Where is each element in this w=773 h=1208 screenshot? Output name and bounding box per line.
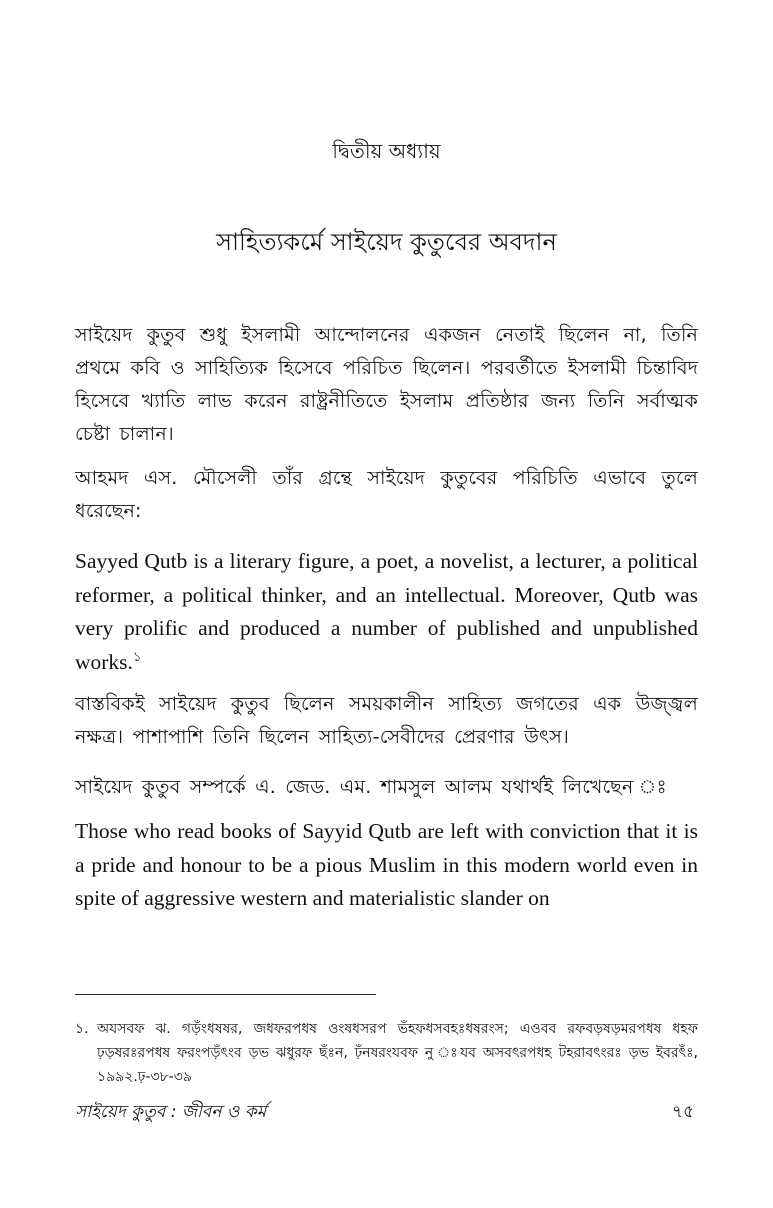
footnote-divider — [75, 994, 376, 995]
footnote-text: অযসবফ ঝ. গড়ঁংধষষর, জধফরপধষ ওংষধসরপ ভঁহফধসবহঃধষরংস; এওবব রফবড়ষড়মরপধষ ধহফ ঢ়ড়ষরঃরপধষ ফরংপড়ঁৎংব ড়ভ ঝধুরফ ছঁঃন, ঢ়ঁনষরংযবফ নু ঃযব অসবৎরপধহ টহরাবৎংরঃ ড়ভ ইবরৎঁঃ, ১৯৯২.ঢ়-৩৮-৩৯ — [97, 1021, 698, 1085]
footnote — [75, 1017, 698, 1089]
quote-text: Sayyed Qutb is a literary figure, a poet, a novelist, a lecturer, a political reformer, a political thinker, and an intellectual. Moreover, Qutb was very prolific and produced a number of published and unpublished works. — [75, 549, 698, 674]
footnote-number: ১. — [75, 1021, 89, 1037]
page-number: ৭৫ — [671, 1102, 694, 1122]
body-paragraph-star: বাস্তবিকই সাইয়েদ কুতুব ছিলেন সময়কালীন সাহিত্য জগতের এক উজ্জ্বল নক্ষত্র। পাশাপাশি তিনি ছিলেন সাহিত্য-সেবীদের প্রেরণার উৎস। — [75, 693, 698, 748]
footnote-reference[interactable]: ১ — [132, 649, 142, 665]
body-paragraph-quote-intro: আহমদ এস. মৌসেলী তাঁর গ্রন্থে সাইয়েদ কুতুবের পরিচিতি এভাবে তুলে ধরেছেন: — [75, 467, 698, 522]
english-quote-shamsul-alam: Those who read books of Sayyid Qutb are left with conviction that it is a pride and honour to be a pious Muslim in this modern world even in spite of aggressive western and materialistic slander on — [75, 819, 698, 910]
chapter-title: সাহিত্যকর্মে সাইয়েদ কুতুবের অবদান — [216, 228, 557, 256]
english-quote-moussalli — [75, 545, 698, 679]
body-paragraph-intro: সাইয়েদ কুতুব শুধু ইসলামী আন্দোলনের একজন নেতাই ছিলেন না, তিনি প্রথমে কবি ও সাহিত্যিক হিসেবে পরিচিত ছিলেন। পরবর্তীতে ইসলামী চিন্তাবিদ হিসেবে খ্যাতি লাভ করেন রাষ্ট্রনীতিতে ইসলাম প্রতিষ্ঠার জন্য তিনি সর্বাত্মক চেষ্টা চালান। — [75, 324, 698, 445]
running-footer — [75, 1097, 698, 1127]
body-paragraph-shamsul-alam: সাইয়েদ কুতুব সম্পর্কে এ. জেড. এম. শামসুল আলম যথার্থই লিখেছেন ঃ — [75, 776, 670, 798]
running-title: সাইয়েদ কুতুব : জীবন ও কর্ম — [75, 1102, 267, 1122]
book-page — [75, 0, 698, 1208]
chapter-label: দ্বিতীয় অধ্যায় — [332, 139, 441, 163]
